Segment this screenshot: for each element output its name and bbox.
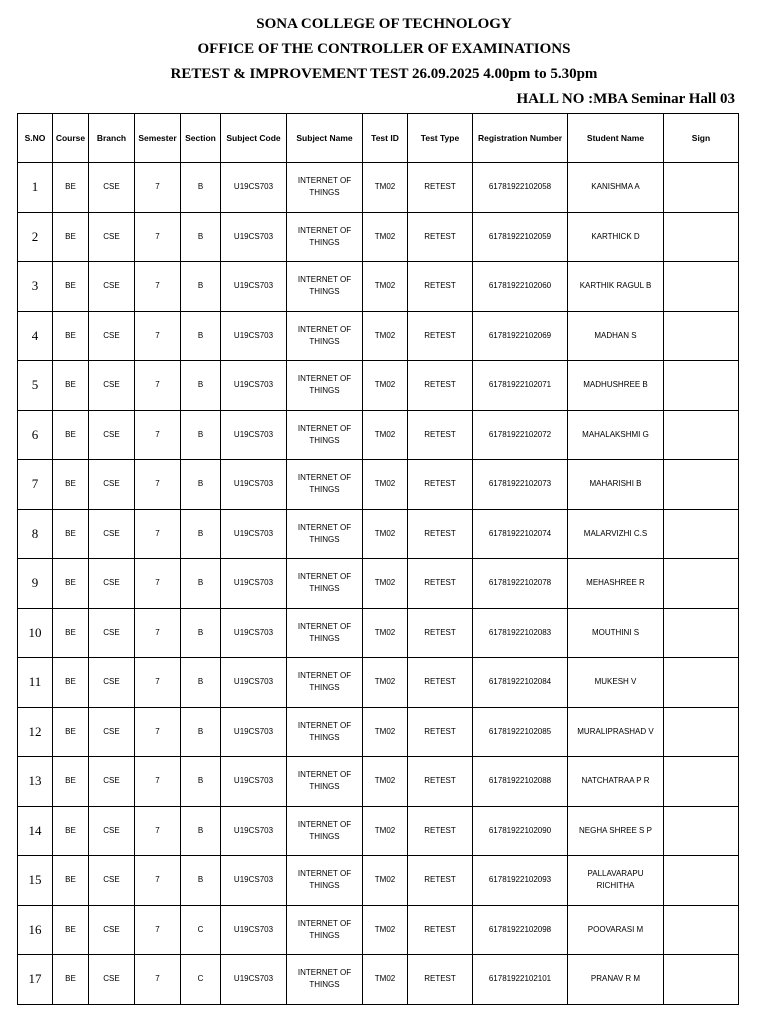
col-registration-number: Registration Number: [473, 114, 568, 163]
branch-cell: CSE: [89, 311, 135, 361]
sno-cell: 9: [18, 559, 53, 609]
course-cell: BE: [53, 757, 89, 807]
registration-number-cell: 61781922102088: [473, 757, 568, 807]
sign-cell: [664, 905, 739, 955]
sno-cell: 17: [18, 955, 53, 1005]
registration-number-cell: 61781922102085: [473, 707, 568, 757]
hall-number: HALL NO :MBA Seminar Hall 03: [516, 91, 735, 107]
semester-cell: 7: [135, 658, 181, 708]
test-id-cell: TM02: [363, 212, 408, 262]
sno-cell: 3: [18, 262, 53, 312]
test-type-cell: RETEST: [408, 163, 473, 213]
semester-cell: 7: [135, 955, 181, 1005]
col-course: Course: [53, 114, 89, 163]
branch-cell: CSE: [89, 608, 135, 658]
table-row: [18, 658, 739, 708]
test-id-cell: TM02: [363, 905, 408, 955]
registration-number-cell: 61781922102101: [473, 955, 568, 1005]
test-id-cell: TM02: [363, 460, 408, 510]
col-subject-name: Subject Name: [287, 114, 363, 163]
sno-cell: 1: [18, 163, 53, 213]
branch-cell: CSE: [89, 509, 135, 559]
test-id-cell: TM02: [363, 757, 408, 807]
sno-cell: 14: [18, 806, 53, 856]
student-name-cell: MALARVIZHI C.S: [568, 509, 664, 559]
course-cell: BE: [53, 905, 89, 955]
subject-name-cell: INTERNET OF THINGS: [287, 311, 363, 361]
registration-number-cell: 61781922102078: [473, 559, 568, 609]
table-row: [18, 757, 739, 807]
subject-name-cell: INTERNET OF THINGS: [287, 707, 363, 757]
course-cell: BE: [53, 262, 89, 312]
sign-cell: [664, 361, 739, 411]
semester-cell: 7: [135, 806, 181, 856]
subject-name-cell: INTERNET OF THINGS: [287, 460, 363, 510]
registration-number-cell: 61781922102074: [473, 509, 568, 559]
sign-cell: [664, 262, 739, 312]
test-type-cell: RETEST: [408, 608, 473, 658]
sign-cell: [664, 212, 739, 262]
semester-cell: 7: [135, 460, 181, 510]
sno-cell: 7: [18, 460, 53, 510]
section-cell: B: [181, 410, 221, 460]
registration-number-cell: 61781922102098: [473, 905, 568, 955]
section-cell: B: [181, 212, 221, 262]
table-row: [18, 460, 739, 510]
semester-cell: 7: [135, 311, 181, 361]
col-subject-code: Subject Code: [221, 114, 287, 163]
branch-cell: CSE: [89, 856, 135, 906]
test-type-cell: RETEST: [408, 509, 473, 559]
sign-cell: [664, 509, 739, 559]
subject-code-cell: U19CS703: [221, 460, 287, 510]
course-cell: BE: [53, 707, 89, 757]
branch-cell: CSE: [89, 955, 135, 1005]
semester-cell: 7: [135, 559, 181, 609]
registration-number-cell: 61781922102071: [473, 361, 568, 411]
section-cell: B: [181, 757, 221, 807]
branch-cell: CSE: [89, 658, 135, 708]
subject-name-cell: INTERNET OF THINGS: [287, 905, 363, 955]
course-cell: BE: [53, 460, 89, 510]
section-cell: C: [181, 905, 221, 955]
semester-cell: 7: [135, 163, 181, 213]
table-row: [18, 262, 739, 312]
sno-cell: 4: [18, 311, 53, 361]
table-row: [18, 806, 739, 856]
student-name-cell: KARTHIK RAGUL B: [568, 262, 664, 312]
sno-cell: 2: [18, 212, 53, 262]
student-name-cell: NATCHATRAA P R: [568, 757, 664, 807]
test-id-cell: TM02: [363, 608, 408, 658]
col-semester: Semester: [135, 114, 181, 163]
registration-number-cell: 61781922102084: [473, 658, 568, 708]
test-type-cell: RETEST: [408, 658, 473, 708]
subject-name-cell: INTERNET OF THINGS: [287, 361, 363, 411]
semester-cell: 7: [135, 757, 181, 807]
sno-cell: 10: [18, 608, 53, 658]
subject-code-cell: U19CS703: [221, 608, 287, 658]
sno-cell: 12: [18, 707, 53, 757]
header-row: [18, 114, 739, 163]
student-name-cell: MAHALAKSHMI G: [568, 410, 664, 460]
semester-cell: 7: [135, 608, 181, 658]
sno-cell: 6: [18, 410, 53, 460]
subject-name-cell: INTERNET OF THINGS: [287, 757, 363, 807]
student-name-cell: KANISHMA A: [568, 163, 664, 213]
section-cell: B: [181, 658, 221, 708]
test-id-cell: TM02: [363, 361, 408, 411]
table-row: [18, 559, 739, 609]
semester-cell: 7: [135, 856, 181, 906]
table-row: [18, 707, 739, 757]
subject-code-cell: U19CS703: [221, 361, 287, 411]
test-type-cell: RETEST: [408, 856, 473, 906]
test-id-cell: TM02: [363, 707, 408, 757]
sign-cell: [664, 707, 739, 757]
subject-name-cell: INTERNET OF THINGS: [287, 806, 363, 856]
student-name-cell: MURALIPRASHAD V: [568, 707, 664, 757]
student-name-cell: MUKESH V: [568, 658, 664, 708]
course-cell: BE: [53, 658, 89, 708]
section-cell: B: [181, 856, 221, 906]
registration-number-cell: 61781922102073: [473, 460, 568, 510]
office-title: OFFICE OF THE CONTROLLER OF EXAMINATIONS: [197, 41, 571, 57]
subject-code-cell: U19CS703: [221, 410, 287, 460]
sno-cell: 13: [18, 757, 53, 807]
subject-code-cell: U19CS703: [221, 163, 287, 213]
semester-cell: 7: [135, 212, 181, 262]
subject-name-cell: INTERNET OF THINGS: [287, 262, 363, 312]
test-id-cell: TM02: [363, 806, 408, 856]
registration-number-cell: 61781922102059: [473, 212, 568, 262]
section-cell: B: [181, 262, 221, 312]
col-section: Section: [181, 114, 221, 163]
section-cell: B: [181, 460, 221, 510]
sign-cell: [664, 460, 739, 510]
sno-cell: 11: [18, 658, 53, 708]
table-header: [18, 114, 739, 163]
course-cell: BE: [53, 955, 89, 1005]
table-row: [18, 311, 739, 361]
test-id-cell: TM02: [363, 410, 408, 460]
test-id-cell: TM02: [363, 856, 408, 906]
course-cell: BE: [53, 559, 89, 609]
table-row: [18, 410, 739, 460]
section-cell: B: [181, 509, 221, 559]
table-row: [18, 361, 739, 411]
branch-cell: CSE: [89, 410, 135, 460]
test-type-cell: RETEST: [408, 955, 473, 1005]
sign-cell: [664, 955, 739, 1005]
semester-cell: 7: [135, 361, 181, 411]
section-cell: B: [181, 608, 221, 658]
course-cell: BE: [53, 163, 89, 213]
test-type-cell: RETEST: [408, 806, 473, 856]
subject-code-cell: U19CS703: [221, 311, 287, 361]
subject-code-cell: U19CS703: [221, 905, 287, 955]
section-cell: C: [181, 955, 221, 1005]
section-cell: B: [181, 559, 221, 609]
registration-number-cell: 61781922102060: [473, 262, 568, 312]
college-name: SONA COLLEGE OF TECHNOLOGY: [256, 16, 512, 32]
branch-cell: CSE: [89, 757, 135, 807]
table-row: [18, 608, 739, 658]
semester-cell: 7: [135, 509, 181, 559]
subject-name-cell: INTERNET OF THINGS: [287, 955, 363, 1005]
registration-number-cell: 61781922102072: [473, 410, 568, 460]
section-cell: B: [181, 806, 221, 856]
student-name-cell: MADHAN S: [568, 311, 664, 361]
test-type-cell: RETEST: [408, 559, 473, 609]
sign-cell: [664, 311, 739, 361]
test-id-cell: TM02: [363, 658, 408, 708]
col-sign: Sign: [664, 114, 739, 163]
subject-code-cell: U19CS703: [221, 212, 287, 262]
test-type-cell: RETEST: [408, 410, 473, 460]
subject-name-cell: INTERNET OF THINGS: [287, 410, 363, 460]
student-name-cell: POOVARASI M: [568, 905, 664, 955]
course-cell: BE: [53, 410, 89, 460]
registration-number-cell: 61781922102069: [473, 311, 568, 361]
course-cell: BE: [53, 608, 89, 658]
test-type-cell: RETEST: [408, 212, 473, 262]
table-row: [18, 905, 739, 955]
test-details: RETEST & IMPROVEMENT TEST 26.09.2025 4.00pm to 5.30pm: [170, 66, 598, 82]
table-row: [18, 163, 739, 213]
col-test-type: Test Type: [408, 114, 473, 163]
registration-number-cell: 61781922102093: [473, 856, 568, 906]
sign-cell: [664, 658, 739, 708]
sign-cell: [664, 410, 739, 460]
test-type-cell: RETEST: [408, 311, 473, 361]
section-cell: B: [181, 163, 221, 213]
col-branch: Branch: [89, 114, 135, 163]
semester-cell: 7: [135, 410, 181, 460]
test-id-cell: TM02: [363, 311, 408, 361]
course-cell: BE: [53, 509, 89, 559]
registration-number-cell: 61781922102090: [473, 806, 568, 856]
subject-code-cell: U19CS703: [221, 806, 287, 856]
table-row: [18, 212, 739, 262]
student-name-cell: MOUTHINI S: [568, 608, 664, 658]
registration-number-cell: 61781922102058: [473, 163, 568, 213]
subject-code-cell: U19CS703: [221, 559, 287, 609]
sign-cell: [664, 608, 739, 658]
subject-name-cell: INTERNET OF THINGS: [287, 212, 363, 262]
sign-cell: [664, 806, 739, 856]
course-cell: BE: [53, 311, 89, 361]
section-cell: B: [181, 361, 221, 411]
subject-code-cell: U19CS703: [221, 856, 287, 906]
test-id-cell: TM02: [363, 262, 408, 312]
table-row: [18, 856, 739, 906]
test-id-cell: TM02: [363, 163, 408, 213]
student-name-cell: KARTHICK D: [568, 212, 664, 262]
test-type-cell: RETEST: [408, 361, 473, 411]
subject-name-cell: INTERNET OF THINGS: [287, 163, 363, 213]
test-type-cell: RETEST: [408, 460, 473, 510]
student-name-cell: PALLAVARAPU RICHITHA: [568, 856, 664, 906]
test-type-cell: RETEST: [408, 757, 473, 807]
semester-cell: 7: [135, 707, 181, 757]
branch-cell: CSE: [89, 212, 135, 262]
student-name-cell: MADHUSHREE B: [568, 361, 664, 411]
branch-cell: CSE: [89, 707, 135, 757]
subject-name-cell: INTERNET OF THINGS: [287, 856, 363, 906]
semester-cell: 7: [135, 905, 181, 955]
course-cell: BE: [53, 806, 89, 856]
branch-cell: CSE: [89, 262, 135, 312]
course-cell: BE: [53, 856, 89, 906]
subject-code-cell: U19CS703: [221, 955, 287, 1005]
subject-code-cell: U19CS703: [221, 509, 287, 559]
subject-name-cell: INTERNET OF THINGS: [287, 608, 363, 658]
test-type-cell: RETEST: [408, 905, 473, 955]
student-name-cell: PRANAV R M: [568, 955, 664, 1005]
test-type-cell: RETEST: [408, 707, 473, 757]
test-id-cell: TM02: [363, 509, 408, 559]
semester-cell: 7: [135, 262, 181, 312]
branch-cell: CSE: [89, 905, 135, 955]
col-student-name: Student Name: [568, 114, 664, 163]
subject-name-cell: INTERNET OF THINGS: [287, 559, 363, 609]
section-cell: B: [181, 311, 221, 361]
branch-cell: CSE: [89, 806, 135, 856]
subject-code-cell: U19CS703: [221, 707, 287, 757]
subject-code-cell: U19CS703: [221, 262, 287, 312]
col-sno: S.NO: [18, 114, 53, 163]
sign-cell: [664, 559, 739, 609]
subject-name-cell: INTERNET OF THINGS: [287, 658, 363, 708]
table-body: [18, 163, 739, 1005]
branch-cell: CSE: [89, 361, 135, 411]
course-cell: BE: [53, 212, 89, 262]
subject-code-cell: U19CS703: [221, 658, 287, 708]
table-row: [18, 955, 739, 1005]
branch-cell: CSE: [89, 460, 135, 510]
test-id-cell: TM02: [363, 559, 408, 609]
sno-cell: 16: [18, 905, 53, 955]
branch-cell: CSE: [89, 163, 135, 213]
sno-cell: 8: [18, 509, 53, 559]
student-name-cell: MAHARISHI B: [568, 460, 664, 510]
sno-cell: 15: [18, 856, 53, 906]
subject-name-cell: INTERNET OF THINGS: [287, 509, 363, 559]
test-id-cell: TM02: [363, 955, 408, 1005]
section-cell: B: [181, 707, 221, 757]
sign-cell: [664, 856, 739, 906]
course-cell: BE: [53, 361, 89, 411]
attendance-table: [17, 113, 739, 1005]
test-type-cell: RETEST: [408, 262, 473, 312]
student-name-cell: MEHASHREE R: [568, 559, 664, 609]
col-test-id: Test ID: [363, 114, 408, 163]
table-row: [18, 509, 739, 559]
sign-cell: [664, 757, 739, 807]
sign-cell: [664, 163, 739, 213]
sno-cell: 5: [18, 361, 53, 411]
student-name-cell: NEGHA SHREE S P: [568, 806, 664, 856]
branch-cell: CSE: [89, 559, 135, 609]
subject-code-cell: U19CS703: [221, 757, 287, 807]
registration-number-cell: 61781922102083: [473, 608, 568, 658]
